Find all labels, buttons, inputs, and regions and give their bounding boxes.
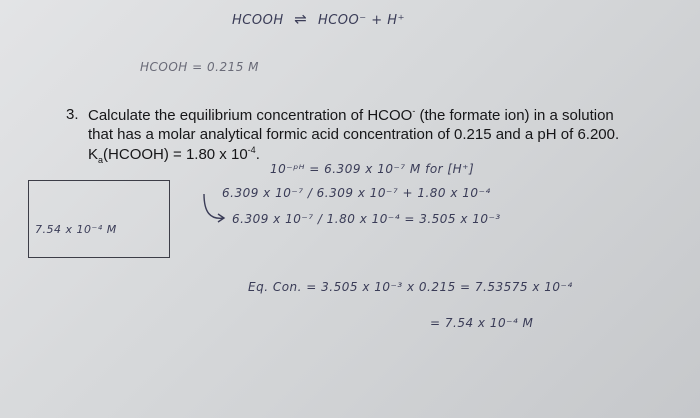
boxed-answer-value: 7.54 x 10⁻⁴ M: [35, 223, 117, 236]
given-concentration: HCOOH = 0.215 M: [140, 60, 260, 74]
equilibrium-concentration-calc: Eq. Con. = 3.505 x 10⁻³ x 0.215 = 7.53575 x 10⁻⁴: [248, 280, 573, 294]
reaction-equation: [232, 10, 405, 28]
reaction-left: HCOOH: [232, 13, 284, 28]
final-answer: = 7.54 x 10⁻⁴ M: [430, 316, 534, 330]
ka-value: $K_a(HCOOH) = 1.80$ x $10^{-4}$.: [88, 145, 260, 165]
ratio-calc: 6.309 x 10⁻⁷ / 6.309 x 10⁻⁷ + 1.80 x 10⁻⁴: [222, 186, 491, 200]
equilibrium-arrow: ⇌: [294, 10, 308, 28]
reaction-right: HCOO⁻ + H⁺: [317, 13, 405, 28]
simplified-calc: 6.309 x 10⁻⁷ / 1.80 x 10⁻⁴ = 3.505 x 10⁻³: [232, 212, 501, 226]
arrow-icon: [200, 192, 228, 226]
answer-box: [28, 180, 170, 258]
hydrogen-ion-calc: 10⁻ᵖᴴ = 6.309 x 10⁻⁷ M for [H⁺]: [270, 162, 475, 176]
question-line-2: that has a molar analytical formic acid concentration of 0.215 and a pH of 6.200.: [88, 126, 620, 143]
question-number: 3.: [66, 106, 79, 123]
question-line-1: Calculate the equilibrium concentration of HCOO- (the formate ion) in a solution: [88, 106, 614, 124]
